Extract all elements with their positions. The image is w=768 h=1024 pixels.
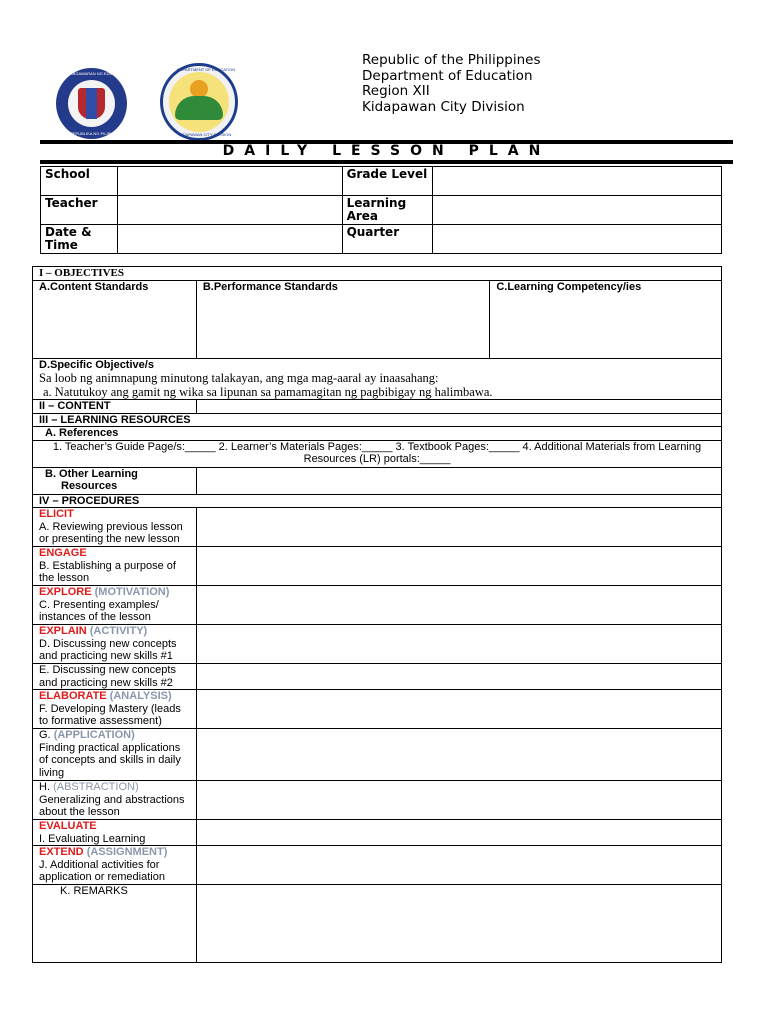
- deped-seal-text: KAGAWARAN NG EDUKASYON: [70, 71, 130, 76]
- header-line-region: Region XII: [362, 83, 430, 99]
- teacher-label: Teacher: [41, 196, 118, 225]
- procedures-heading: IV – PROCEDURES: [33, 494, 722, 508]
- remarks-field[interactable]: [196, 885, 721, 963]
- references-heading: A. References: [33, 427, 722, 441]
- activity-label: (ACTIVITY): [89, 625, 148, 637]
- procedure-i-field[interactable]: [196, 820, 721, 846]
- procedure-c-text: C. Presenting examples/ instances of the lesson: [39, 598, 159, 623]
- content-standards-cell[interactable]: [33, 280, 197, 358]
- procedure-d-label: [33, 625, 197, 664]
- procedure-g-field[interactable]: [196, 729, 721, 781]
- specific-objective-a: a. Natutukoy ang gamit ng wika sa lipunan sa pamamagitan ng pagbibigay ng halimbawa.: [43, 385, 493, 399]
- school-label: School: [41, 167, 118, 196]
- procedure-g-text: Finding practical applications of concepts and skills in daily living: [39, 741, 181, 779]
- header-line-republic: Republic of the Philippines: [362, 52, 541, 68]
- procedure-f-label: [33, 690, 197, 729]
- procedure-a-field[interactable]: [196, 508, 721, 547]
- explore-label: EXPLORE: [39, 586, 92, 598]
- procedure-j-label: [33, 846, 197, 885]
- date-time-label: Date & Time: [41, 225, 118, 254]
- grade-level-label: Grade Level: [342, 167, 432, 196]
- division-seal-subtext: KIDAPAWAN CITY DIVISION: [179, 132, 232, 137]
- learning-resources-heading: III – LEARNING RESOURCES: [33, 413, 722, 427]
- references-cell[interactable]: [33, 440, 722, 467]
- extend-label: EXTEND: [39, 846, 84, 858]
- procedure-i-label: [33, 820, 197, 846]
- procedure-e-field[interactable]: [196, 664, 721, 690]
- content-heading: II – CONTENT: [33, 400, 197, 414]
- learning-competency-label: C.Learning Competency/ies: [496, 280, 642, 293]
- analysis-label: (ANALYSIS): [109, 690, 172, 702]
- content-standards-label: A.Content Standards: [39, 280, 149, 293]
- explain-label: EXPLAIN: [39, 625, 87, 637]
- application-label: (APPLICATION): [53, 729, 135, 741]
- remarks-text: K. REMARKS: [60, 885, 128, 897]
- header-line-department: Department of Education: [362, 67, 533, 84]
- procedure-g-label: [33, 729, 197, 781]
- deped-seal-subtext: REPUBLIKA NG PILIPINAS: [70, 131, 120, 136]
- procedure-h-field[interactable]: [196, 781, 721, 820]
- info-table: [40, 166, 722, 254]
- specific-objectives-intro: Sa loob ng animnapung minutong talakayan, ang mga mag-aaral ay inaasahang:: [39, 371, 439, 385]
- procedure-d-field[interactable]: [196, 625, 721, 664]
- specific-objectives-cell: [33, 358, 722, 400]
- procedure-c-field[interactable]: [196, 586, 721, 625]
- procedure-j-text: J. Additional activities for application or remediation: [39, 858, 165, 883]
- date-time-field[interactable]: [117, 225, 342, 254]
- procedure-a-text: A. Reviewing previous lesson or presenting the new lesson: [39, 520, 183, 545]
- other-resources-line-1: B. Other Learning: [45, 467, 138, 480]
- procedure-f-field[interactable]: [196, 690, 721, 729]
- procedure-e-label: [33, 664, 197, 690]
- division-seal-text: DEPARTMENT OF EDUCATION: [177, 67, 236, 72]
- procedure-i-text: I. Evaluating Learning: [39, 832, 146, 845]
- references-line-2: Resources (LR) portals:_____: [303, 453, 451, 465]
- assignment-label: (ASSIGNMENT): [86, 846, 168, 858]
- procedure-b-text: B. Establishing a purpose of the lesson: [39, 559, 176, 584]
- procedure-j-field[interactable]: [196, 846, 721, 885]
- abstraction-label: (ABSTRACTION): [53, 781, 139, 793]
- procedure-f-text: F. Developing Mastery (leads to formative assessment): [39, 702, 181, 727]
- lesson-plan-table: [32, 266, 722, 963]
- procedure-b-field[interactable]: [196, 547, 721, 586]
- elicit-label: ELICIT: [39, 508, 74, 520]
- content-field[interactable]: [196, 400, 721, 414]
- grade-level-field[interactable]: [432, 167, 721, 196]
- procedure-h-text: Generalizing and abstractions about the lesson: [39, 793, 185, 818]
- procedure-a-label: [33, 508, 197, 547]
- header-address: [362, 53, 540, 115]
- evaluate-label: EVALUATE: [39, 820, 97, 832]
- procedure-b-label: [33, 547, 197, 586]
- division-seal-logo: [160, 63, 238, 141]
- other-resources-label: [33, 467, 197, 494]
- performance-standards-label: B.Performance Standards: [202, 280, 338, 293]
- school-field[interactable]: [117, 167, 342, 196]
- quarter-label: Quarter: [342, 225, 432, 254]
- learning-area-field[interactable]: [432, 196, 721, 225]
- engage-label: ENGAGE: [39, 547, 87, 559]
- procedure-g-prefix: G.: [39, 729, 51, 741]
- procedure-c-label: [33, 586, 197, 625]
- references-line-1: 1. Teacher’s Guide Page/s:_____ 2. Learner’s Materials Pages:_____ 3. Textbook Pages:_____ 4. Additional Materials from Learning: [52, 440, 702, 453]
- procedure-d-text: D. Discussing new concepts and practicing new skills #1: [39, 637, 177, 662]
- elaborate-label: ELABORATE: [39, 690, 107, 702]
- title-rule-bottom: [40, 160, 733, 164]
- procedure-h-label: [33, 781, 197, 820]
- teacher-field[interactable]: [117, 196, 342, 225]
- quarter-field[interactable]: [432, 225, 721, 254]
- other-resources-field[interactable]: [196, 467, 721, 494]
- learning-competency-cell[interactable]: [490, 280, 722, 358]
- procedure-h-prefix: H.: [39, 781, 50, 793]
- other-resources-line-2: Resources: [61, 480, 118, 492]
- remarks-label: [33, 885, 197, 963]
- motivation-label: (MOTIVATION): [94, 586, 170, 598]
- specific-objectives-heading: D.Specific Objective/s: [39, 358, 154, 371]
- learning-area-label: Learning Area: [342, 196, 432, 225]
- page-title: DAILY LESSON PLAN: [222, 143, 551, 159]
- deped-seal-logo: [56, 68, 130, 139]
- header-line-division: Kidapawan City Division: [362, 98, 525, 115]
- performance-standards-cell[interactable]: [196, 280, 489, 358]
- objectives-heading: I – OBJECTIVES: [33, 267, 722, 281]
- procedure-e-text: E. Discussing new concepts and practicing new skills #2: [39, 664, 176, 689]
